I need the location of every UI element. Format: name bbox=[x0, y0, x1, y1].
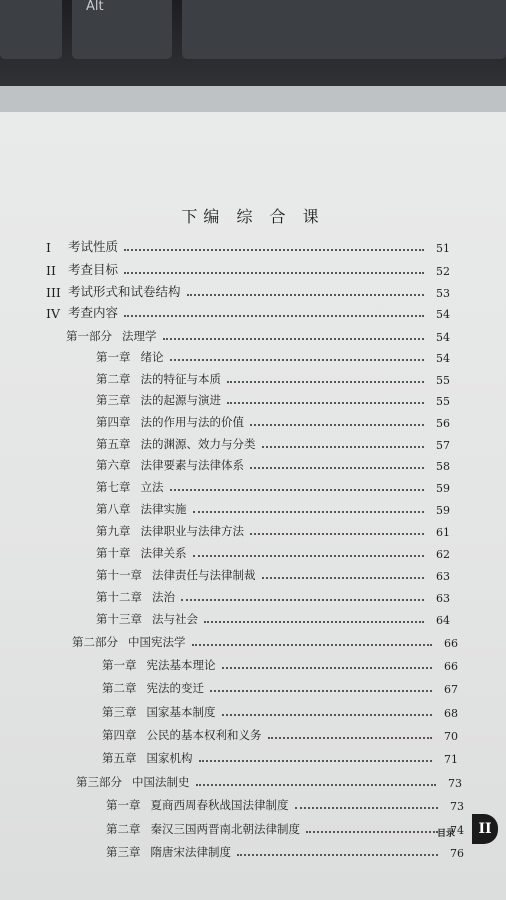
toc-entry-label: 法律要素与法律体系 bbox=[140, 458, 244, 472]
toc-entry-number: 第二部分 bbox=[72, 635, 118, 649]
toc-entry bbox=[46, 235, 450, 255]
toc-entry-page: 74 bbox=[450, 824, 464, 837]
toc-chapter-entry bbox=[102, 723, 458, 743]
toc-entry-label: 法的作用与法的价值 bbox=[140, 415, 244, 429]
toc-entry-label: 法律实施 bbox=[140, 502, 187, 516]
toc-entry-number: 第一章 bbox=[96, 350, 131, 364]
toc-chapter-entry bbox=[96, 453, 450, 473]
toc-chapter-entry bbox=[96, 367, 450, 387]
toc-entry bbox=[46, 258, 450, 278]
toc-leader bbox=[222, 667, 433, 669]
toc-entry-number: 第九章 bbox=[96, 524, 131, 538]
toc-leader bbox=[268, 737, 433, 739]
toc-chapter-entry bbox=[102, 676, 458, 696]
toc-entry-label: 宪法基本理论 bbox=[146, 658, 216, 672]
toc-leader bbox=[181, 599, 424, 601]
toc-entry-page: 53 bbox=[436, 287, 450, 300]
toc-entry-label: 法律职业与法律方法 bbox=[140, 524, 244, 538]
toc-entry-number: 第三章 bbox=[106, 845, 141, 859]
toc-entry-number: 第八章 bbox=[96, 502, 131, 516]
toc-chapter-entry bbox=[96, 475, 450, 495]
toc-entry-label: 秦汉三国两晋南北朝法律制度 bbox=[150, 822, 300, 836]
toc-entry-page: 63 bbox=[436, 592, 450, 605]
toc-entry-page: 61 bbox=[436, 526, 450, 539]
toc-leader bbox=[124, 272, 424, 274]
toc-entry-number: 第三章 bbox=[96, 393, 131, 407]
toc-entry-label: 公民的基本权利和义务 bbox=[146, 728, 262, 742]
toc-entry-number: 第二章 bbox=[102, 681, 137, 695]
toc-entry-number: 第六章 bbox=[96, 458, 131, 472]
toc-entry-number: 第七章 bbox=[96, 480, 131, 494]
toc-entry bbox=[46, 280, 450, 300]
toc-leader bbox=[237, 854, 438, 856]
toc-chapter-entry bbox=[102, 746, 458, 766]
toc-entry-label: 中国宪法学 bbox=[128, 635, 186, 649]
toc-entry-page: 70 bbox=[444, 730, 458, 743]
toc-entry-page: 66 bbox=[444, 637, 458, 650]
toc-leader bbox=[204, 621, 424, 623]
toc-leader bbox=[124, 315, 424, 317]
toc-entry-page: 59 bbox=[436, 504, 450, 517]
toc-entry-number: III bbox=[46, 285, 61, 300]
toc-leader bbox=[193, 555, 425, 557]
toc-entry-label: 立法 bbox=[140, 480, 164, 494]
toc-entry-page: 63 bbox=[436, 570, 450, 583]
toc-entry-label: 夏商西周春秋战国法律制度 bbox=[150, 798, 289, 812]
toc-part-entry bbox=[76, 770, 462, 790]
toc-entry-label: 法律关系 bbox=[140, 546, 187, 560]
toc-leader bbox=[262, 577, 425, 579]
toc-entry-label: 法治 bbox=[152, 590, 175, 604]
toc-chapter-entry bbox=[102, 700, 458, 720]
toc-entry-number: 第五章 bbox=[102, 751, 137, 765]
page-number-badge: II bbox=[472, 814, 498, 844]
toc-chapter-entry bbox=[106, 817, 464, 837]
toc-entry-label: 法的特征与本质 bbox=[140, 372, 221, 386]
toc-entry-number: 第三部分 bbox=[76, 775, 122, 789]
toc-entry-page: 76 bbox=[450, 847, 464, 860]
toc-entry-label: 考查目标 bbox=[68, 262, 119, 277]
toc-entry-page: 68 bbox=[444, 707, 458, 720]
toc-entry-label: 法的起源与演进 bbox=[140, 393, 221, 407]
toc-chapter-entry bbox=[106, 840, 464, 860]
toc-entry-label: 隋唐宋法律制度 bbox=[150, 845, 231, 859]
toc-entry-page: 67 bbox=[444, 683, 458, 696]
toc-leader bbox=[262, 446, 425, 448]
toc-entry-number: 第四章 bbox=[102, 728, 137, 742]
toc-entry-page: 54 bbox=[436, 331, 450, 344]
toc-entry-page: 54 bbox=[436, 308, 450, 321]
toc-entry-page: 51 bbox=[436, 242, 450, 255]
toc-entry-label: 法理学 bbox=[122, 329, 157, 343]
toc-entry-number: II bbox=[46, 263, 56, 278]
toc-chapter-entry bbox=[96, 497, 450, 517]
toc-leader bbox=[124, 249, 424, 251]
toc-entry-number: 第十三章 bbox=[96, 612, 142, 626]
toc-entry-label: 考查内容 bbox=[68, 305, 119, 320]
toc-entry-page: 57 bbox=[436, 439, 450, 452]
toc-entry-label: 中国法制史 bbox=[132, 775, 190, 789]
alt-key-label: Alt bbox=[86, 0, 104, 14]
toc-entry-label: 国家基本制度 bbox=[146, 705, 216, 719]
toc-chapter-entry bbox=[96, 388, 450, 408]
toc-chapter-entry bbox=[106, 793, 464, 813]
toc-leader bbox=[193, 511, 425, 513]
toc-entry-label: 国家机构 bbox=[146, 751, 193, 765]
toc-entry-page: 64 bbox=[436, 614, 450, 627]
toc-leader bbox=[163, 338, 425, 340]
toc-entry-number: 第二章 bbox=[106, 822, 141, 836]
toc-leader bbox=[250, 424, 424, 426]
toc-chapter-entry bbox=[96, 345, 450, 365]
keyboard-key bbox=[0, 0, 62, 62]
toc-entry-number: 第一章 bbox=[106, 798, 141, 812]
space-bar bbox=[182, 0, 506, 62]
toc-leader bbox=[170, 359, 425, 361]
toc-entry-number: 第十章 bbox=[96, 546, 131, 560]
toc-chapter-entry bbox=[96, 432, 450, 452]
toc-entry-number: 第一部分 bbox=[66, 329, 112, 343]
toc-entry bbox=[46, 301, 450, 321]
toc-leader bbox=[199, 760, 433, 762]
toc-entry-label: 宪法的变迁 bbox=[146, 681, 204, 695]
toc-entry-number: 第四章 bbox=[96, 415, 131, 429]
toc-leader bbox=[227, 402, 424, 404]
toc-entry-number: 第一章 bbox=[102, 658, 137, 672]
toc-leader bbox=[250, 533, 424, 535]
toc-chapter-entry bbox=[96, 585, 450, 605]
toc-chapter-entry bbox=[102, 653, 458, 673]
toc-entry-number: I bbox=[46, 240, 51, 255]
toc-entry-page: 59 bbox=[436, 482, 450, 495]
toc-entry-page: 73 bbox=[450, 800, 464, 813]
toc-entry-page: 55 bbox=[436, 395, 450, 408]
toc-part-entry bbox=[66, 324, 450, 344]
toc-entry-label: 考试形式和试卷结构 bbox=[68, 284, 181, 299]
toc-leader bbox=[250, 467, 424, 469]
toc-chapter-entry bbox=[96, 410, 450, 430]
toc-leader bbox=[295, 807, 439, 809]
toc-entry-page: 56 bbox=[436, 417, 450, 430]
toc-leader bbox=[192, 644, 433, 646]
toc-entry-label: 法与社会 bbox=[152, 612, 198, 626]
toc-part-entry bbox=[72, 630, 458, 650]
toc-leader bbox=[227, 381, 424, 383]
toc-entry-label: 法律责任与法律制裁 bbox=[152, 568, 256, 582]
toc-entry-label: 法的渊源、效力与分类 bbox=[140, 437, 256, 451]
section-title: 下编 综 合 课 bbox=[181, 207, 325, 226]
toc-entry-number: 第十一章 bbox=[96, 568, 142, 582]
toc-entry-number: 第五章 bbox=[96, 437, 131, 451]
toc-entry-number: 第二章 bbox=[96, 372, 131, 386]
footer-section-tag: 目录 bbox=[437, 829, 456, 839]
toc-leader bbox=[222, 714, 433, 716]
toc-entry-page: 58 bbox=[436, 460, 450, 473]
toc-entry-page: 55 bbox=[436, 374, 450, 387]
toc-entry-number: 第三章 bbox=[102, 705, 137, 719]
toc-entry-page: 66 bbox=[444, 660, 458, 673]
toc-chapter-entry bbox=[96, 541, 450, 561]
toc-entry-page: 62 bbox=[436, 548, 450, 561]
toc-entry-label: 绪论 bbox=[140, 350, 164, 364]
toc-leader bbox=[187, 294, 424, 296]
toc-leader bbox=[210, 690, 432, 692]
toc-entry-page: 71 bbox=[444, 753, 458, 766]
toc-entry-page: 73 bbox=[448, 777, 462, 790]
toc-entry-page: 54 bbox=[436, 352, 450, 365]
toc-chapter-entry bbox=[96, 519, 450, 539]
toc-entry-page: 52 bbox=[436, 265, 450, 278]
toc-leader bbox=[196, 784, 437, 786]
toc-entry-number: IV bbox=[46, 306, 60, 321]
toc-leader bbox=[170, 489, 425, 491]
keyboard bbox=[0, 0, 506, 86]
toc-chapter-entry bbox=[96, 607, 450, 627]
toc-chapter-entry bbox=[96, 563, 450, 583]
toc-entry-label: 考试性质 bbox=[68, 239, 119, 254]
toc-leader bbox=[306, 831, 438, 833]
toc-entry-number: 第十二章 bbox=[96, 590, 142, 604]
